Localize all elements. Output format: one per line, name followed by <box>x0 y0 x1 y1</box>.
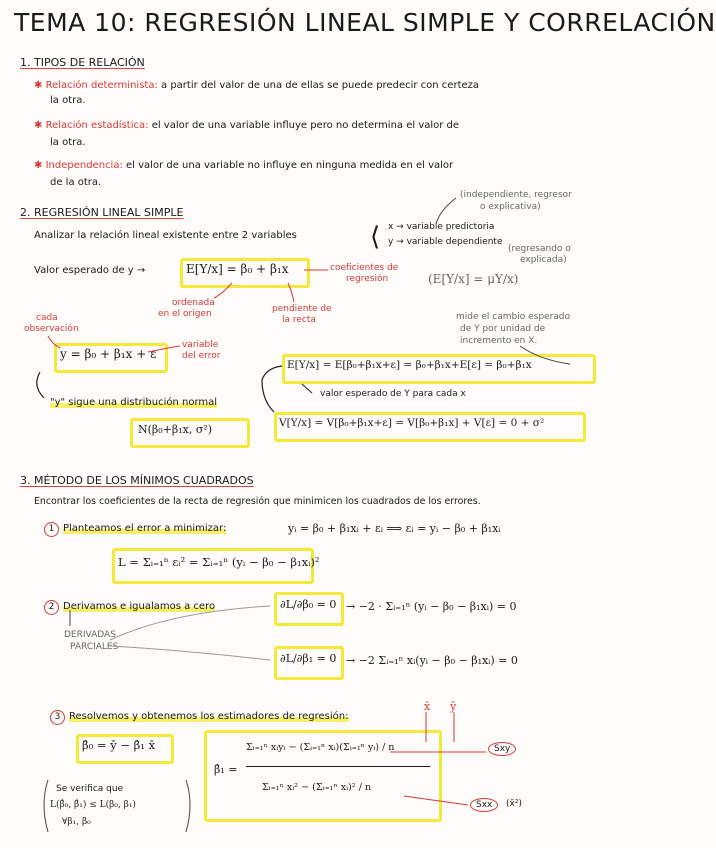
b1-numerator: Σᵢ₌₁ⁿ xᵢyᵢ − (Σᵢ₌₁ⁿ xᵢ)(Σᵢ₌₁ⁿ yᵢ) / n <box>246 742 395 753</box>
pendiente-label: pendiente de <box>272 304 332 314</box>
verify-forall: ∀β₁, β₀ <box>62 817 91 827</box>
regression-intro: Analizar la relación lineal existente entre 2 variables <box>34 230 297 241</box>
sxy-badge: Sxy <box>488 742 516 756</box>
expectation-equation: E[Y/x] = E[β₀+β₁x+ε] = β₀+β₁x+E[ε] = β₀+β₁x <box>287 359 532 371</box>
cada-label: cada <box>36 313 58 323</box>
b1-lhs: β̂₁ = <box>214 763 238 776</box>
verify-inequality: L(β̂₀, β̂₁) ≤ L(β₀, β₁) <box>50 800 136 810</box>
lsq-intro: Encontrar los coeficientes de la recta de regresión que minimicen los cuadrados de los errores. <box>34 496 481 507</box>
d1-equation: ∂L/∂β₁ = 0 <box>280 652 337 665</box>
normal-equation: N(β₀+β₁x, σ²) <box>138 423 213 436</box>
b0-equation: β̂₀ = ȳ − β̂₁ x̄ <box>82 738 156 752</box>
star-icon: ✱ <box>34 80 43 91</box>
section-3-heading: 3. MÉTODO DE LOS MÍNIMOS CUADRADOS <box>20 474 254 487</box>
verify-text: Se verifica que <box>56 784 124 794</box>
step-1-number: 1 <box>44 522 59 537</box>
star-icon: ✱ <box>34 120 43 131</box>
step-3: 3 Resolvemos y obtenemos los estimadores de regresión: <box>50 710 349 725</box>
star-icon: ✱ <box>34 160 43 171</box>
mide-note: mide el cambio esperado <box>456 312 570 322</box>
step-2-number: 2 <box>44 600 59 615</box>
step-3-number: 3 <box>50 710 65 725</box>
var-error-label: variable <box>182 340 219 350</box>
b1-denominator: Σᵢ₌₁ⁿ xᵢ² − (Σᵢ₌₁ⁿ xᵢ)² / n <box>262 782 372 793</box>
bullet-determinista-cont: la otra. <box>50 95 86 106</box>
ordenada-label-2: en el origen <box>158 309 212 319</box>
bullet-determinista: ✱ Relación determinista: a partir del valor de una de ellas se puede predecir con certeza <box>34 80 480 91</box>
coef-label: coeficientes de <box>330 263 399 273</box>
variance-equation: V[Y/x] = V[β₀+β₁x+ε] = V[β₀+β₁x] + V[ε] = 0 + σ² <box>279 417 545 429</box>
bullet-independencia: ✱ Independencia: el valor de una variable no influye en ninguna medida en el valor <box>34 160 454 171</box>
x-variable: x → variable predictoria <box>388 222 495 232</box>
sxx-badge: Sxx <box>470 798 498 812</box>
ordenada-label: ordenada <box>172 298 215 308</box>
coef-label-2: regresión <box>346 274 389 284</box>
L-equation: L = Σᵢ₌₁ⁿ εᵢ² = Σᵢ₌₁ⁿ (yᵢ − β₀ − β₁xᵢ)² <box>118 555 320 569</box>
d0-result: → −2 · Σᵢ₌₁ⁿ (yᵢ − β₀ − β₁xᵢ) = 0 <box>346 600 517 613</box>
parciales-label: PARCIALES <box>70 642 119 652</box>
var-error-label-2: del error <box>182 351 221 361</box>
expected-equation: E[Y/x] = β₀ + β₁x <box>186 262 289 276</box>
d1-result: → −2 Σᵢ₌₁ⁿ xᵢ(yᵢ − β₀ − β₁xᵢ) = 0 <box>346 654 518 667</box>
ybar-label: ȳ <box>450 700 457 713</box>
derivadas-label: DERIVADAS <box>64 630 116 640</box>
step-1: 1 Planteamos el error a minimizar: <box>44 522 226 537</box>
expectation-note: valor esperado de Y para cada x <box>320 389 466 399</box>
bullet-independencia-cont: de la otra. <box>50 177 102 188</box>
note-independiente: (independiente, regresor <box>460 190 572 200</box>
observacion-label: observación <box>24 324 79 334</box>
y-variable: y → variable dependiente <box>388 237 503 247</box>
bullet-estadistica: ✱ Relación estadística: el valor de una variable influye pero no determina el valor de <box>34 120 460 131</box>
d0-equation: ∂L/∂β₀ = 0 <box>280 598 337 611</box>
pendiente-label-2: la recta <box>282 315 316 325</box>
page-title: TEMA 10: REGRESIÓN LINEAL SIMPLE Y CORRELACIÓN <box>14 8 716 37</box>
section-1-heading: 1. TIPOS DE RELACIÓN <box>20 56 145 69</box>
note-regresando: (regresando o <box>508 244 571 254</box>
brace-icon: ⟨ <box>370 222 381 252</box>
xbar-label: x̄ <box>424 700 431 713</box>
x2-label: (x̄²) <box>506 799 522 809</box>
model-equation: y = β₀ + β₁x + ε <box>60 347 157 361</box>
bullet-estadistica-cont: la otra. <box>50 137 86 148</box>
expected-label: Valor esperado de y → <box>34 265 146 276</box>
mu-equation: (E[Y/x] = μY/x) <box>428 272 519 286</box>
note-explicada: explicada) <box>520 255 567 265</box>
section-2-heading: 2. REGRESIÓN LINEAL SIMPLE <box>20 206 184 219</box>
step-1-equation: yᵢ = β₀ + β₁xᵢ + εᵢ ⟹ εᵢ = yᵢ − β₀ + β₁xᵢ <box>288 522 501 535</box>
normal-text: "y" sigue una distribución normal <box>50 397 218 408</box>
step-2: 2 Derivamos e igualamos a cero <box>44 600 215 615</box>
mide-note-3: incremento en X. <box>460 336 538 346</box>
note-explicativa: o explicativa) <box>480 202 541 212</box>
mide-note-2: de Y por unidad de <box>460 324 546 334</box>
